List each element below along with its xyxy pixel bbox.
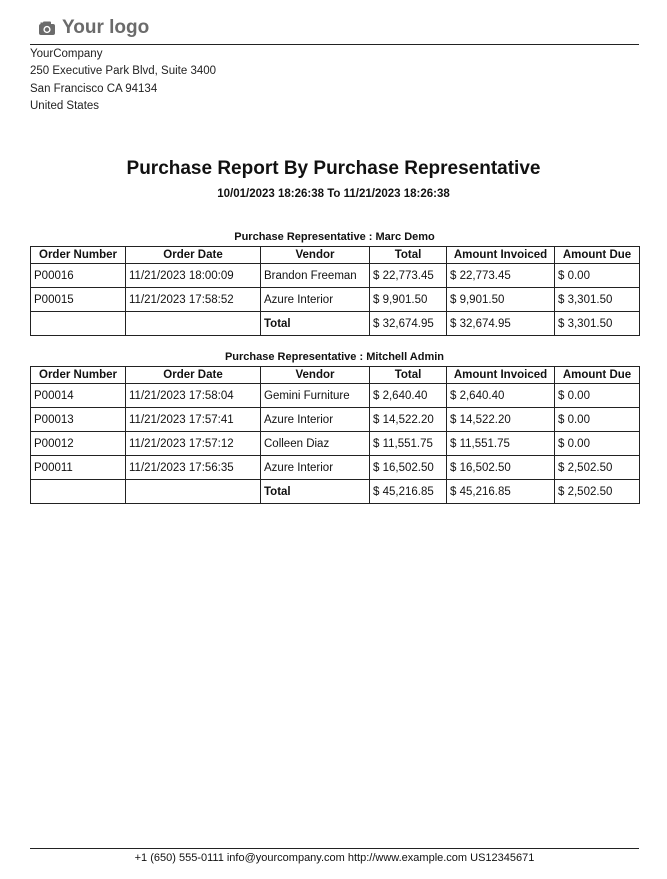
amount-due: $ 0.00 [555,408,640,432]
column-header: Total [370,247,447,264]
logo-text: Your logo [62,17,150,38]
empty-cell [31,312,126,336]
report-footer: +1 (650) 555-0111 info@yourcompany.com http://www.example.com US12345671 [30,848,639,864]
amount-due: $ 2,502.50 [555,456,640,480]
total-sum: $ 32,674.95 [370,312,447,336]
table-row [31,288,640,312]
order-date: 11/21/2023 17:58:04 [126,384,261,408]
orders-table [30,366,640,504]
due-sum: $ 2,502.50 [555,480,640,504]
table-row [31,384,640,408]
total: $ 22,773.45 [370,264,447,288]
vendor: Brandon Freeman [261,264,370,288]
column-header: Amount Invoiced [447,247,555,264]
order-date: 11/21/2023 17:56:35 [126,456,261,480]
company-street: 250 Executive Park Blvd, Suite 3400 [30,65,217,78]
column-header: Vendor [261,247,370,264]
column-header: Order Date [126,247,261,264]
total: $ 9,901.50 [370,288,447,312]
order-date: 11/21/2023 17:58:52 [126,288,261,312]
report-header [30,14,639,115]
amount-invoiced: $ 16,502.50 [447,456,555,480]
column-header: Amount Invoiced [447,367,555,384]
table-row [31,432,640,456]
amount-due: $ 3,301.50 [555,288,640,312]
order-number: P00016 [31,264,126,288]
amount-due: $ 0.00 [555,264,640,288]
representative-group [30,350,639,504]
total-label: Total [261,312,370,336]
empty-cell [31,480,126,504]
vendor: Colleen Diaz [261,432,370,456]
amount-due: $ 0.00 [555,384,640,408]
order-number: P00012 [31,432,126,456]
header-divider [30,44,639,45]
total: $ 11,551.75 [370,432,447,456]
total-row [31,480,640,504]
amount-invoiced: $ 9,901.50 [447,288,555,312]
column-header: Order Number [31,247,126,264]
company-city: San Francisco CA 94134 [30,82,158,95]
total: $ 14,522.20 [370,408,447,432]
camera-icon [38,19,56,37]
order-number: P00013 [31,408,126,432]
order-number: P00015 [31,288,126,312]
table-row [31,408,640,432]
column-header: Order Date [126,367,261,384]
column-header: Total [370,367,447,384]
table-row [31,456,640,480]
company-address [30,46,639,115]
invoiced-sum: $ 32,674.95 [447,312,555,336]
orders-table [30,246,640,336]
vendor: Azure Interior [261,288,370,312]
group-title: Purchase Representative : Marc Demo [234,231,435,243]
order-date: 11/21/2023 18:00:09 [126,264,261,288]
order-date: 11/21/2023 17:57:41 [126,408,261,432]
total-row [31,312,640,336]
vendor: Azure Interior [261,456,370,480]
column-header: Order Number [31,367,126,384]
order-date: 11/21/2023 17:57:12 [126,432,261,456]
invoiced-sum: $ 45,216.85 [447,480,555,504]
total: $ 16,502.50 [370,456,447,480]
amount-invoiced: $ 2,640.40 [447,384,555,408]
company-name: YourCompany [30,48,103,60]
amount-invoiced: $ 14,522.20 [447,408,555,432]
empty-cell [126,312,261,336]
table-row [31,264,640,288]
total-label: Total [261,480,370,504]
order-number: P00014 [31,384,126,408]
amount-invoiced: $ 11,551.75 [447,432,555,456]
report-date-range: 10/01/2023 18:26:38 To 11/21/2023 18:26:38 [217,188,450,200]
due-sum: $ 3,301.50 [555,312,640,336]
total-sum: $ 45,216.85 [370,480,447,504]
group-title: Purchase Representative : Mitchell Admin [224,351,445,363]
amount-due: $ 0.00 [555,432,640,456]
table-header-row [31,367,640,384]
order-number: P00011 [31,456,126,480]
amount-invoiced: $ 22,773.45 [447,264,555,288]
empty-cell [126,480,261,504]
company-country: United States [30,99,100,112]
representative-group [30,230,639,336]
vendor: Gemini Furniture [261,384,370,408]
column-header: Vendor [261,367,370,384]
company-logo [30,14,639,42]
report-title: Purchase Report By Purchase Representative [126,158,541,179]
column-header: Amount Due [555,247,640,264]
table-header-row [31,247,640,264]
total: $ 2,640.40 [370,384,447,408]
vendor: Azure Interior [261,408,370,432]
column-header: Amount Due [555,367,640,384]
